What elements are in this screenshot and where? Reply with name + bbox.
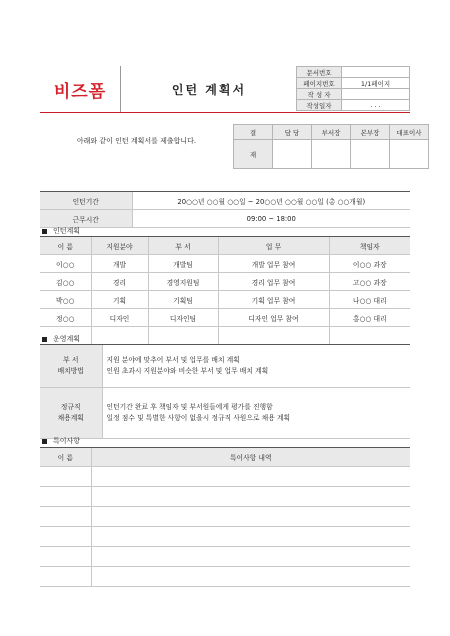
bullet-square-icon <box>42 337 47 342</box>
intern-plan-table <box>40 236 410 345</box>
hiring-plan-label: 정규직 채용계획 <box>40 388 102 439</box>
table-row <box>40 467 410 487</box>
column-header: 특이사항 내역 <box>91 448 410 467</box>
table-cell[interactable] <box>329 327 410 345</box>
table-cell[interactable]: 박○○ <box>40 291 91 309</box>
table-cell[interactable] <box>91 547 410 567</box>
doc-info-table <box>296 66 410 111</box>
table-row <box>40 327 410 345</box>
approval-label-top: 결 <box>234 125 273 140</box>
table-cell[interactable] <box>91 327 148 345</box>
table-row <box>40 527 410 547</box>
table-cell[interactable] <box>40 527 91 547</box>
bullet-square-icon <box>42 229 47 234</box>
page-number-value: 1/1페이지 <box>342 78 410 89</box>
table-cell[interactable]: 홍○○ 대리 <box>329 309 410 327</box>
placement-method-value[interactable]: 지원 분야에 맞추어 부서 및 업무를 배치 계획 인원 초과시 지원분야와 비슷한 부서 및 업무 배치 계획 <box>102 345 410 388</box>
approval-sign-ceo[interactable] <box>390 140 429 169</box>
approval-role-division-head: 본부장 <box>351 125 390 140</box>
submission-note: 아래와 같이 인턴 계획서를 제출합니다. <box>76 137 197 145</box>
intern-period-label: 인턴기간 <box>40 192 132 210</box>
table-row <box>40 487 410 507</box>
table-cell[interactable]: 고○○ 과장 <box>329 273 410 291</box>
author-label: 작 성 자 <box>297 89 342 100</box>
intern-period-value[interactable]: 20○○년 ○○월 ○○일 ~ 20○○년 ○○월 ○○일 (총 ○○개월) <box>132 192 410 210</box>
table-cell[interactable]: 디자인팀 <box>148 309 218 327</box>
date-label: 작성일자 <box>297 100 342 111</box>
column-header: 업 무 <box>218 237 329 255</box>
column-header: 부 서 <box>148 237 218 255</box>
table-cell[interactable]: 개발 업무 참여 <box>218 255 329 273</box>
table-cell[interactable] <box>91 527 410 547</box>
table-cell[interactable]: 개발 <box>91 255 148 273</box>
remarks-heading: 특이사항 <box>42 436 80 446</box>
table-cell[interactable] <box>40 567 91 587</box>
table-row <box>40 273 410 291</box>
doc-number-value[interactable] <box>342 67 410 78</box>
table-cell[interactable]: 김○○ <box>40 273 91 291</box>
work-hours-label: 근무시간 <box>40 210 132 228</box>
table-row <box>40 309 410 327</box>
table-cell[interactable] <box>40 487 91 507</box>
period-table <box>40 191 410 228</box>
date-value[interactable]: . . . <box>342 100 410 111</box>
header-divider <box>40 112 410 113</box>
table-cell[interactable] <box>40 507 91 527</box>
approval-sign-staff[interactable] <box>273 140 312 169</box>
approval-role-dept-head: 부서장 <box>312 125 351 140</box>
placement-method-label: 부 서 배치방법 <box>40 345 102 388</box>
document-header <box>40 66 410 112</box>
operation-plan-heading: 운영계획 <box>42 334 80 344</box>
column-header: 이 름 <box>40 237 91 255</box>
column-header: 이 름 <box>40 448 91 467</box>
table-cell[interactable]: 개발팀 <box>148 255 218 273</box>
table-cell[interactable] <box>148 327 218 345</box>
table-cell[interactable]: 디자인 <box>91 309 148 327</box>
approval-table <box>233 124 429 169</box>
table-cell[interactable]: 디자인 업무 참여 <box>218 309 329 327</box>
table-row <box>40 547 410 567</box>
table-cell[interactable]: 경리 <box>91 273 148 291</box>
column-header: 지원분야 <box>91 237 148 255</box>
table-cell[interactable] <box>91 467 410 487</box>
brand-logo: 비즈폼 <box>53 81 107 102</box>
approval-role-ceo: 대표이사 <box>390 125 429 140</box>
author-value[interactable] <box>342 89 410 100</box>
table-cell[interactable]: 기획 업무 참여 <box>218 291 329 309</box>
table-cell[interactable]: 정○○ <box>40 309 91 327</box>
page-number-label: 페이지번호 <box>297 78 342 89</box>
intern-plan-heading: 인턴계획 <box>42 226 80 236</box>
work-hours-value[interactable]: 09:00 ~ 18:00 <box>132 210 410 228</box>
table-cell[interactable]: 기획 <box>91 291 148 309</box>
approval-sign-dept-head[interactable] <box>312 140 351 169</box>
hiring-plan-value[interactable]: 인턴기간 완료 후 책임자 및 부서원들에게 평가를 진행함 일정 점수 및 특별한 사항이 없을시 정규직 사원으로 채용 계획 <box>102 388 410 439</box>
table-row <box>40 255 410 273</box>
table-cell[interactable]: 경영지원팀 <box>148 273 218 291</box>
column-header: 책임자 <box>329 237 410 255</box>
operation-plan-table <box>40 344 410 439</box>
table-cell[interactable]: 이○○ 과장 <box>329 255 410 273</box>
doc-number-label: 문서번호 <box>297 67 342 78</box>
bullet-square-icon <box>42 439 47 444</box>
table-cell[interactable] <box>91 487 410 507</box>
table-cell[interactable] <box>218 327 329 345</box>
table-cell[interactable] <box>91 567 410 587</box>
table-cell[interactable] <box>91 507 410 527</box>
table-row <box>40 291 410 309</box>
table-row <box>40 567 410 587</box>
table-cell[interactable]: 나○○ 대리 <box>329 291 410 309</box>
table-cell[interactable]: 경리 업무 참여 <box>218 273 329 291</box>
table-cell[interactable]: 기획팀 <box>148 291 218 309</box>
document-title: 인턴 계획서 <box>120 66 297 112</box>
approval-role-staff: 담 당 <box>273 125 312 140</box>
table-cell[interactable] <box>40 467 91 487</box>
approval-label-bottom: 재 <box>234 140 273 169</box>
remarks-table <box>40 447 410 587</box>
table-row <box>40 507 410 527</box>
table-cell[interactable]: 이○○ <box>40 255 91 273</box>
approval-sign-division-head[interactable] <box>351 140 390 169</box>
table-cell[interactable] <box>40 547 91 567</box>
